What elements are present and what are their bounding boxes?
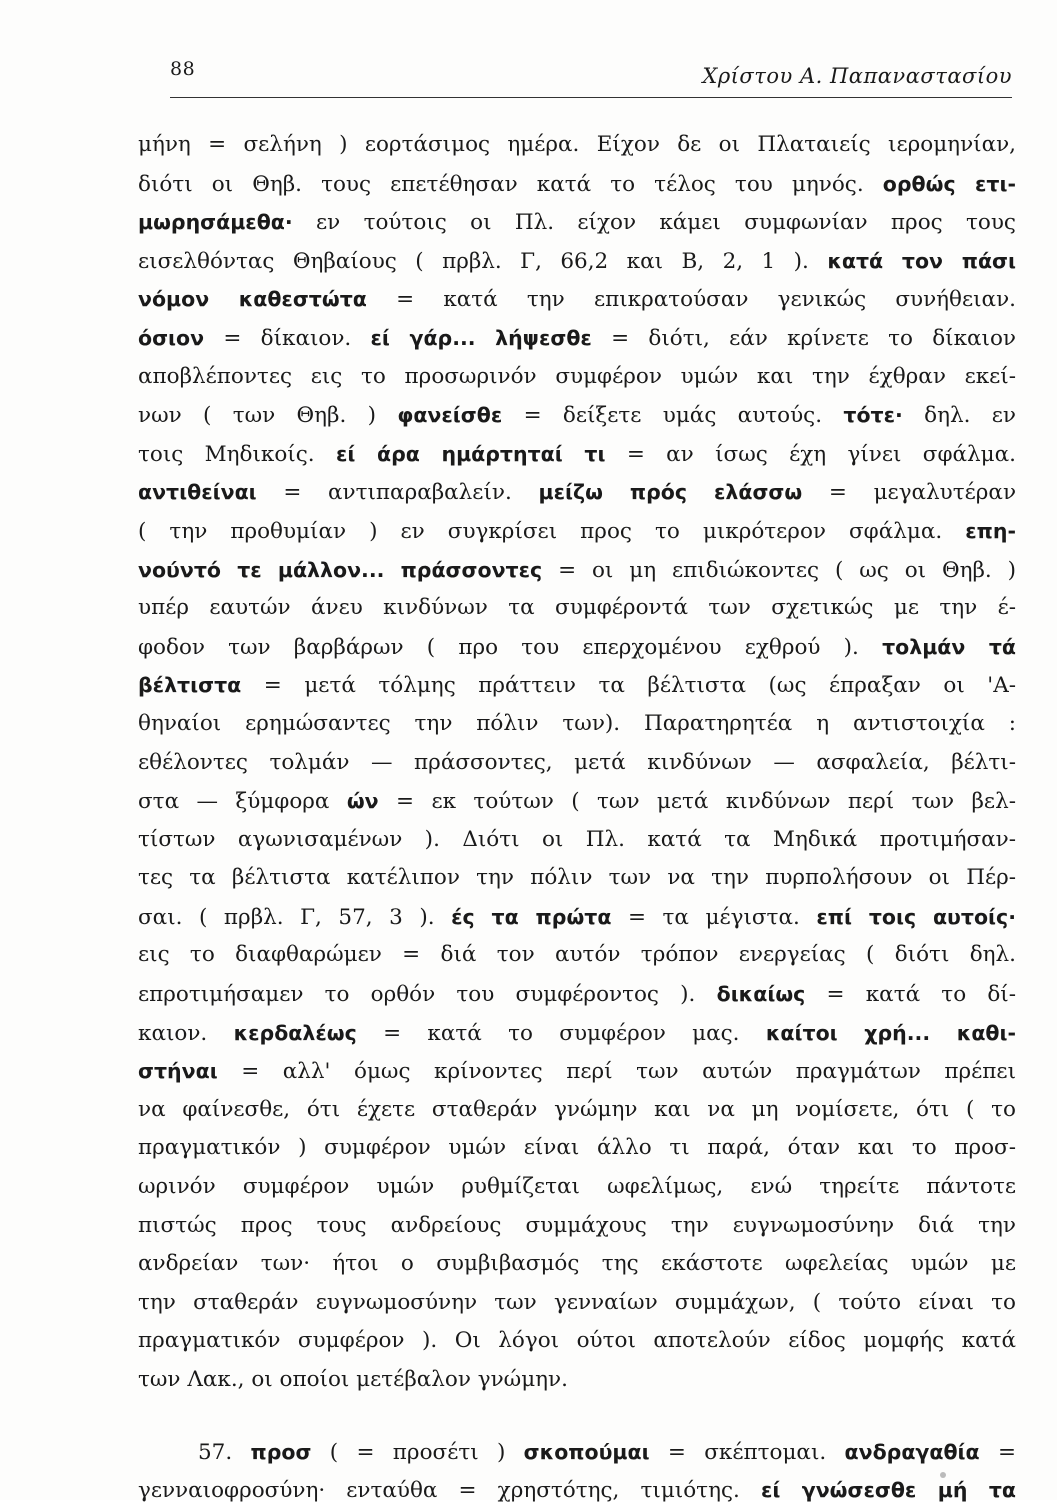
text-run: = διότι, εάν κρίνετε το δίκαιον xyxy=(611,325,1016,351)
text-line xyxy=(138,898,1016,937)
text-run: = κατά το συμφέρον μας. xyxy=(383,1020,740,1046)
lemma: επη- xyxy=(965,518,1016,543)
text-run: ( = προσέτι ) xyxy=(329,1439,506,1465)
text-line xyxy=(138,126,1016,165)
text-run: = σκέπτομαι. xyxy=(667,1439,827,1465)
text-line xyxy=(138,859,1016,898)
text-run: εισελθόντας Θηβαίους ( πρβλ. Γ, 66,2 και Β, 2, 1 ). xyxy=(138,248,809,274)
text-line xyxy=(138,782,1016,821)
header-rule xyxy=(170,97,1012,98)
text-run: εις το διαφθαρώμεν = διά τον αυτόν τρόπον ενεργείας ( διότι δηλ. xyxy=(138,942,1016,968)
text-line xyxy=(138,1361,1016,1400)
text-line xyxy=(138,666,1016,705)
page-number: 88 xyxy=(170,58,196,80)
lemma: προσ xyxy=(250,1439,312,1464)
text-run: πιστώς προς τους ανδρείους συμμάχους την ευγνωμοσύνην διά την xyxy=(138,1212,1016,1238)
text-line xyxy=(138,1129,1016,1168)
lemma: ές τα πρώτα xyxy=(451,904,612,929)
text-run: να φαίνεσθε, ότι έχετε σταθεράν γνώμην και να μη νομίσετε, ότι ( το xyxy=(138,1096,1016,1122)
text-run: μήνη = σελήνη ) εορτάσιμος ημέρα. Είχον δε οι Πλαταιείς ιερομηνίαν, xyxy=(138,132,1016,157)
section-number: 57. xyxy=(198,1439,233,1465)
lemma: βέλτιστα xyxy=(138,673,242,698)
text-run: τες τα βέλτιστα κατέλιπον την πόλιν των να την πυρπολήσουν οι Πέρ- xyxy=(138,865,1016,891)
text-run: των Λακ., οι οποίοι μετέβαλον γνώμην. xyxy=(138,1367,568,1392)
text-line xyxy=(138,628,1016,667)
text-run: = αντιπαραβαλείν. xyxy=(283,480,512,506)
lemma: ών xyxy=(346,789,379,814)
text-line xyxy=(138,280,1016,319)
lemma: ανδραγαθία xyxy=(844,1439,980,1464)
lemma: αντιθείναι xyxy=(138,480,257,505)
lemma: νόμον καθεστώτα xyxy=(138,287,367,312)
text-run: φοδον των βαρβάρων ( προ του επερχομένου εχθρού ). xyxy=(138,634,859,660)
text-line xyxy=(138,242,1016,281)
text-run: εν τούτοις οι Πλ. είχον κάμει συμφωνίαν προς τους xyxy=(316,210,1016,236)
text-run: αποβλέποντες εις το προσωρινόν συμφέρον υμών και την έχθραν εκεί- xyxy=(138,363,1016,389)
text-line xyxy=(138,1245,1016,1284)
text-line xyxy=(138,1014,1016,1053)
text-run: την σταθεράν ευγνωμοσύνην των γενναίων συμμάχων, ( τούτο είναι το xyxy=(138,1289,1016,1315)
running-head: Χρίστου Α. Παπαναστασίου xyxy=(702,64,1012,88)
page-header xyxy=(170,58,1012,94)
text-line xyxy=(138,1433,1016,1472)
text-run: επροτιμήσαμεν το ορθόν του συμφέροντος ). xyxy=(138,982,696,1008)
text-run: = κατά την επικρατούσαν γενικώς συνήθειαν. xyxy=(396,287,1016,313)
text-run: θηναίοι ερημώσαντες την πόλιν των). Παρατηρητέα η αντιστοιχία : xyxy=(138,710,1016,736)
text-line xyxy=(138,1207,1016,1246)
text-run: τίστων αγωνισαμένων ). Διότι οι Πλ. κατά τα Μηδικά προτιμήσαν- xyxy=(138,826,1016,852)
text-run: ωρινόν συμφέρον υμών ρυθμίζεται ωφελίμως, ενώ τηρείτε πάντοτε xyxy=(138,1174,1016,1200)
text-run: εθέλοντες τολμάν — πράσσοντες, μετά κινδύνων — ασφαλεία, βέλτι- xyxy=(138,749,1016,775)
text-line xyxy=(138,512,1016,551)
text-run: σαι. ( πρβλ. Γ, 57, 3 ). xyxy=(138,904,435,930)
text-run: = τα μέγιστα. xyxy=(627,904,800,930)
text-run: ανδρείαν των· ήτοι ο συμβιβασμός της εκάστοτε ωφελείας υμών με xyxy=(138,1251,1016,1277)
text-run: = αν ίσως έχη γίνει σφάλμα. xyxy=(626,441,1016,467)
lemma: νούντό τε μάλλον... πράσσοντες xyxy=(138,557,543,582)
lemma: όσιον xyxy=(138,325,205,350)
text-run: διότι οι Θηβ. τους επετέθησαν κατά το τέλος του μηνός. xyxy=(138,171,864,197)
text-run: ( την προθυμίαν ) εν συγκρίσει προς το μικρότερον σφάλμα. xyxy=(138,518,943,544)
text-line xyxy=(138,1471,1016,1510)
scan-speck xyxy=(940,1472,946,1478)
text-line xyxy=(138,589,1016,628)
text-run: καιον. xyxy=(138,1020,208,1046)
text-run: στα — ξύμφορα xyxy=(138,789,330,815)
text-line xyxy=(138,1052,1016,1091)
text-line xyxy=(138,975,1016,1014)
text-line xyxy=(138,473,1016,512)
text-line xyxy=(138,1284,1016,1323)
text-run: δηλ. εν xyxy=(924,403,1016,429)
text-run: = εκ τούτων ( των μετά κινδύνων περί των βελ- xyxy=(396,789,1016,815)
text-line xyxy=(138,396,1016,435)
text-line xyxy=(138,936,1016,975)
text-line xyxy=(138,1168,1016,1207)
lemma: μείζω πρός ελάσσω xyxy=(538,480,803,505)
lemma: επί τοις αυτοίς· xyxy=(816,904,1016,929)
lemma: δικαίως xyxy=(716,982,806,1007)
text-line xyxy=(138,319,1016,358)
text-run: = δείξετε υμάς αυτούς. xyxy=(523,403,823,429)
text-run: = αλλ' όμως κρίνοντες περί των αυτών πραγμάτων πρέπει xyxy=(241,1059,1016,1085)
commentary-text xyxy=(138,126,1016,1510)
lemma: τολμάν τά xyxy=(882,634,1016,659)
text-run: πραγματικόν συμφέρον ). Οι λόγοι ούτοι αποτελούν είδος μομφής κατά xyxy=(138,1328,1016,1354)
text-run: υπέρ εαυτών άνευ κινδύνων τα συμφέροντά των σχετικώς με την έ- xyxy=(138,595,1016,621)
lemma: τότε· xyxy=(843,403,903,428)
text-run: = δίκαιον. xyxy=(223,325,352,351)
text-run: νων ( των Θηβ. ) xyxy=(138,403,376,429)
text-line xyxy=(138,705,1016,744)
text-line xyxy=(138,551,1016,590)
lemma: εί γνώσεσθε μή τα xyxy=(760,1478,1016,1503)
text-run: = μετά τόλμης πράττειν τα βέλτιστα (ως έπραξαν οι 'Α- xyxy=(263,673,1016,699)
text-run: = κατά το δί- xyxy=(826,982,1016,1008)
text-run: = μεγαλυτέραν xyxy=(828,480,1016,506)
text-line xyxy=(138,165,1016,204)
lemma: ορθώς ετι- xyxy=(882,171,1016,196)
text-run: τοις Μηδικοίς. xyxy=(138,441,315,467)
lemma: καίτοι χρή... καθι- xyxy=(765,1020,1016,1045)
lemma: στήναι xyxy=(138,1059,218,1084)
lemma: κερδαλέως xyxy=(233,1020,357,1045)
text-run: πραγματικόν ) συμφέρον υμών είναι άλλο τι παρά, όταν και το προσ- xyxy=(138,1135,1016,1161)
lemma: μωρησάμεθα· xyxy=(138,210,293,235)
lemma: εί γάρ... λήψεσθε xyxy=(370,325,592,350)
text-line xyxy=(138,435,1016,474)
lemma: σκοπούμαι xyxy=(523,1439,650,1464)
text-line xyxy=(138,821,1016,860)
text-line xyxy=(138,1091,1016,1130)
lemma: κατά τον πάσι xyxy=(827,248,1016,273)
text-run: = οι μη επιδιώκοντες ( ως οι Θηβ. ) xyxy=(558,557,1016,583)
lemma: φανείσθε xyxy=(397,403,503,428)
text-line xyxy=(138,744,1016,783)
text-run: = xyxy=(997,1439,1016,1465)
lemma: εί άρα ημάρτηταί τι xyxy=(335,441,606,466)
text-run: γενναιοφροσύνη· ενταύθα = χρηστότης, τιμιότης. xyxy=(138,1478,740,1504)
text-line xyxy=(138,203,1016,242)
text-line xyxy=(138,358,1016,397)
text-line xyxy=(138,1322,1016,1361)
paragraph-gap xyxy=(138,1400,1016,1433)
